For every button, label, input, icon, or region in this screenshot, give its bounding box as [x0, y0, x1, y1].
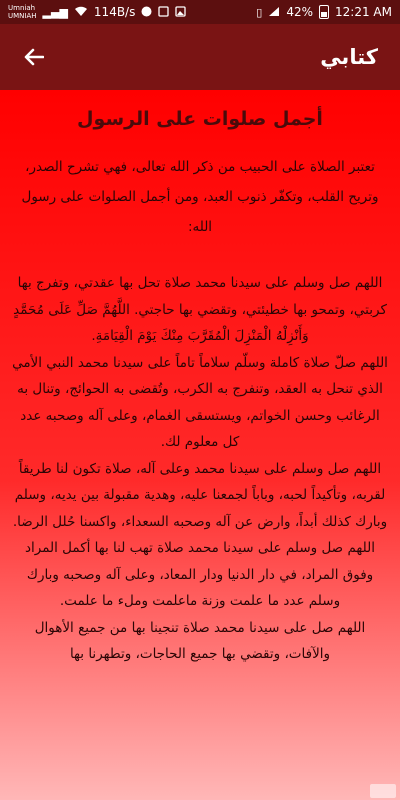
status-left — [8, 4, 186, 20]
prayer-paragraph: اللهم صل وسلم على سيدنا محمد صلاة تهب لنا بها أكمل المراد وفوق المراد، في دار الدنيا ودار المعاد، وعلى آله وصحبه وبارك وسلم عدد ما علمت وزنة ماعلمت وملء ما علمت. — [25, 540, 375, 609]
arrow-left-icon — [24, 48, 44, 66]
clock: 12:21 AM — [335, 5, 392, 19]
prayer-paragraph: اللهم صل وسلم على سيدنا محمد وعلى آله، صلاة تكون لنا طريقاً لقربه، وتأكيداً لحبه، وباباً لجمعنا عليه، وهدية مقبولة بين يديه، وسلم وبارك كذلك أبداً، وارض عن آله وصحبه السعداء، واكسنا حُلل الرضا. — [12, 460, 388, 530]
sim-icon: ▯ — [256, 5, 263, 19]
prayer-paragraph: اللهم صل وسلم على سيدنا محمد صلاة تحل بها عقدتي، وتفرج بها كربتي، وتمحو بها خطيئتي، وتقضي بها حاجتي. اللَّهُمَّ صَلِّ عَلَى مُحَمَّدٍ وَأَنْزِلْهُ الْمَنْزِلَ الْمُقَرَّبَ مِنْكَ يَوْمَ الْقِيَامَةِ. — [13, 275, 387, 344]
article-intro: تعتبر الصلاة على الحبيب من ذكر الله تعالى، فهي تشرح الصدر، وتريح القلب، وتكفّر ذنوب العبد، ومن أجمل الصلوات على رسول الله: — [21, 159, 379, 235]
screenshot-icon — [158, 6, 169, 19]
battery-icon — [319, 5, 329, 19]
cellular-icon — [268, 6, 280, 19]
battery-percent: 42% — [286, 5, 314, 19]
messenger-icon — [141, 6, 152, 19]
gallery-icon — [175, 6, 186, 19]
network-speed: 114B/s — [93, 5, 136, 19]
wifi-icon — [74, 6, 88, 19]
prayer-paragraph: اللهم صل على سيدنا محمد صلاة تنجينا بها من جميع الأهوال والآفات، وتقضي بها جميع الحاجات، وتطهرنا بها — [34, 619, 366, 662]
carrier-2: UMNIAH — [8, 12, 37, 20]
status-right — [256, 5, 392, 19]
app-bar — [0, 24, 400, 90]
prayer-paragraph: اللهم صلّ صلاة كاملة وسلّم سلاماً تاماً على سيدنا محمد النبي الأمي الذي تنحل به العقد، وتنفرج به الكرب، وتُقضى به الحوائج، وتنال به الرغائب وحسن الخواتم، ويستسقى الغمام، وعلى آله وصحبه عدد كل معلوم لك. — [12, 354, 388, 450]
app-title: كتابي — [320, 45, 378, 69]
signal-icon: ▂▄▆ — [42, 5, 68, 19]
carrier-1: Umniah — [8, 4, 36, 12]
article-content[interactable] — [0, 90, 400, 800]
watermark-badge — [370, 784, 396, 798]
back-button[interactable] — [22, 45, 46, 69]
status-bar — [0, 0, 400, 24]
article-title: أجمل صلوات على الرسول — [77, 108, 323, 130]
carrier-names — [8, 4, 37, 20]
